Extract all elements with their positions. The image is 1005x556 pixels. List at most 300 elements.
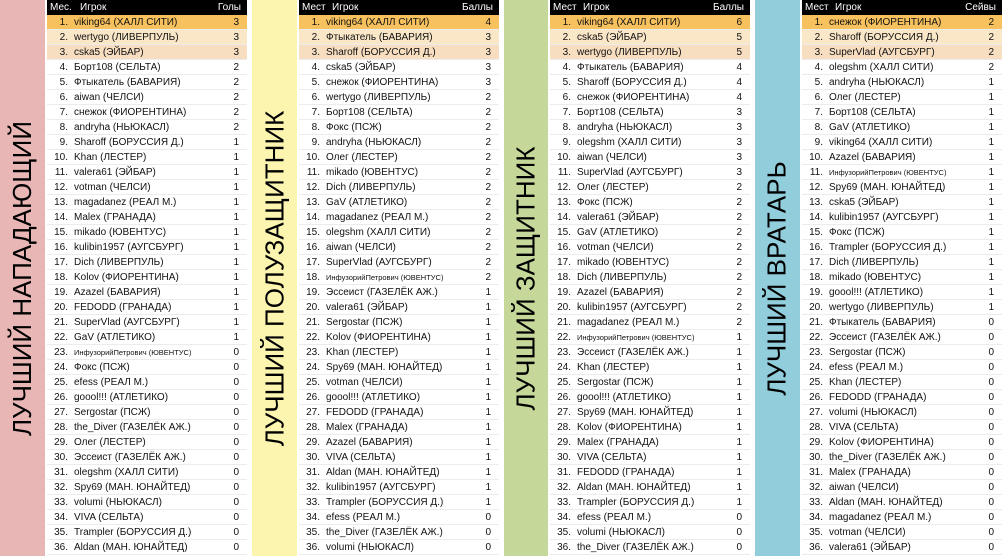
- table-row: [299, 435, 499, 450]
- row-place: 5.: [59, 77, 68, 88]
- row-place: 27.: [54, 407, 68, 418]
- row-player: ИнфузорийПетрович (ЮВЕНТУС): [829, 168, 947, 177]
- row-value: 0: [736, 527, 742, 538]
- table-row: [802, 450, 1002, 465]
- row-player: Олег (ЛЕСТЕР): [74, 437, 146, 448]
- row-player: efess (РЕАЛ М.): [577, 512, 652, 523]
- row-place: 29.: [54, 437, 68, 448]
- table-row: [47, 360, 247, 375]
- row-place: 11.: [809, 167, 823, 178]
- table-row: [299, 360, 499, 375]
- row-place: 31.: [54, 467, 68, 478]
- section-band-3: [504, 0, 548, 556]
- row-value: 0: [233, 482, 239, 493]
- row-value: 1: [736, 497, 742, 508]
- row-value: 1: [485, 422, 491, 433]
- row-value: 1: [233, 182, 239, 193]
- row-player: olegshm (ХАЛЛ СИТИ): [829, 62, 934, 73]
- row-player: ИнфузорийПетрович (ЮВЕНТУС): [326, 273, 444, 282]
- row-value: 0: [233, 347, 239, 358]
- row-player: Khan (ЛЕСТЕР): [829, 377, 902, 388]
- table-row: [802, 30, 1002, 45]
- row-place: 11.: [557, 167, 571, 178]
- row-place: 19.: [557, 287, 571, 298]
- table-row: [550, 30, 750, 45]
- row-value: 1: [485, 377, 491, 388]
- row-value: 0: [233, 422, 239, 433]
- row-player: Фтыкатель (БАВАРИЯ): [326, 32, 433, 43]
- row-place: 35.: [557, 527, 571, 538]
- row-value: 1: [736, 437, 742, 448]
- row-value: 0: [233, 527, 239, 538]
- row-player: Spy69 (МАН. ЮНАЙТЕД): [577, 407, 694, 418]
- row-place: 11.: [306, 167, 320, 178]
- row-player: valera61 (ЭЙБАР): [829, 542, 911, 553]
- header-player: Игрок: [583, 2, 610, 13]
- row-value: 1: [485, 452, 491, 463]
- table-row: [47, 300, 247, 315]
- row-value: 1: [736, 407, 742, 418]
- row-value: 1: [233, 317, 239, 328]
- row-player: viking64 (ХАЛЛ СИТИ): [577, 17, 681, 28]
- ranking-table: [802, 0, 1002, 556]
- table-row: [802, 405, 1002, 420]
- table-row: [802, 45, 1002, 60]
- header-value: Голы: [217, 2, 241, 13]
- table-header: [802, 0, 1002, 15]
- row-player: Spy69 (МАН. ЮНАЙТЕД): [829, 182, 946, 193]
- row-value: 2: [736, 227, 742, 238]
- row-place: 36.: [54, 542, 68, 553]
- table-row: [550, 345, 750, 360]
- row-place: 16.: [306, 242, 320, 253]
- row-value: 1: [736, 362, 742, 373]
- table-row: [802, 495, 1002, 510]
- row-place: 17.: [54, 257, 68, 268]
- row-player: wertygo (ЛИВЕРПУЛЬ): [577, 47, 682, 58]
- row-value: 2: [485, 242, 491, 253]
- row-value: 0: [233, 392, 239, 403]
- table-row: [47, 510, 247, 525]
- row-player: FEDODD (ГРАНАДА): [326, 407, 424, 418]
- row-place: 20.: [54, 302, 68, 313]
- section-band-2: [252, 0, 297, 556]
- row-place: 15.: [306, 227, 320, 238]
- row-place: 8.: [562, 122, 571, 133]
- row-value: 1: [233, 287, 239, 298]
- table-row: [299, 450, 499, 465]
- row-player: kulibin1957 (АУГСБУРГ): [326, 482, 436, 493]
- row-value: 2: [988, 17, 994, 28]
- table-row: [47, 255, 247, 270]
- row-place: 27.: [809, 407, 823, 418]
- table-row: [47, 90, 247, 105]
- row-value: 0: [233, 362, 239, 373]
- row-place: 33.: [306, 497, 320, 508]
- row-player: Kolov (ФИОРЕНТИНА): [829, 437, 934, 448]
- row-value: 2: [233, 62, 239, 73]
- row-player: magadanez (РЕАЛ М.): [829, 512, 932, 523]
- row-place: 28.: [306, 422, 320, 433]
- row-place: 2.: [59, 32, 68, 43]
- row-value: 1: [233, 212, 239, 223]
- row-place: 1.: [59, 17, 68, 28]
- row-value: 1: [485, 317, 491, 328]
- row-value: 1: [736, 332, 742, 343]
- row-value: 0: [988, 452, 994, 463]
- row-value: 1: [485, 347, 491, 358]
- row-place: 34.: [54, 512, 68, 523]
- table-row: [299, 375, 499, 390]
- row-place: 35.: [809, 527, 823, 538]
- row-place: 12.: [54, 182, 68, 193]
- row-player: andryha (НЬЮКАСЛ): [577, 122, 673, 133]
- row-place: 5.: [562, 77, 571, 88]
- row-place: 3.: [59, 47, 68, 58]
- table-header: [550, 0, 750, 15]
- row-player: aiwan (ЧЕЛСИ): [577, 152, 647, 163]
- row-value: 1: [988, 212, 994, 223]
- row-player: andryha (НЬЮКАСЛ): [829, 77, 925, 88]
- row-place: 30.: [306, 452, 320, 463]
- row-place: 29.: [306, 437, 320, 448]
- header-player: Игрок: [835, 2, 862, 13]
- table-row: [299, 330, 499, 345]
- row-place: 4.: [311, 62, 320, 73]
- row-place: 23.: [306, 347, 320, 358]
- table-row: [299, 420, 499, 435]
- row-place: 14.: [54, 212, 68, 223]
- row-value: 1: [233, 137, 239, 148]
- table-row: [550, 330, 750, 345]
- row-value: 1: [736, 482, 742, 493]
- table-row: [299, 165, 499, 180]
- row-place: 15.: [557, 227, 571, 238]
- table-row: [550, 510, 750, 525]
- row-place: 22.: [557, 332, 571, 343]
- table-row: [299, 300, 499, 315]
- table-row: [550, 495, 750, 510]
- row-player: Sergostar (ПСЖ): [829, 347, 906, 358]
- row-place: 31.: [306, 467, 320, 478]
- row-place: 10.: [809, 152, 823, 163]
- row-place: 20.: [306, 302, 320, 313]
- table-row: [550, 255, 750, 270]
- table-row: [47, 405, 247, 420]
- row-place: 29.: [809, 437, 823, 448]
- table-row: [802, 285, 1002, 300]
- row-player: снежок (ФИОРЕНТИНА): [577, 92, 690, 103]
- row-value: 1: [988, 287, 994, 298]
- row-player: Фтыкатель (БАВАРИЯ): [577, 62, 684, 73]
- row-player: Kolov (ФИОРЕНТИНА): [577, 422, 682, 433]
- row-value: 0: [988, 497, 994, 508]
- table-row: [47, 375, 247, 390]
- table-row: [299, 120, 499, 135]
- row-player: volumi (НЬЮКАСЛ): [74, 497, 162, 508]
- header-place: Мест: [302, 2, 326, 13]
- table-row: [47, 315, 247, 330]
- row-value: 3: [736, 122, 742, 133]
- row-place: 2.: [311, 32, 320, 43]
- row-place: 36.: [557, 542, 571, 553]
- row-value: 0: [988, 512, 994, 523]
- row-place: 19.: [809, 287, 823, 298]
- row-player: Azazel (БАВАРИЯ): [829, 152, 916, 163]
- row-player: SuperVlad (АУГСБУРГ): [577, 167, 683, 178]
- row-player: снежок (ФИОРЕНТИНА): [74, 107, 187, 118]
- table-row: [47, 105, 247, 120]
- row-player: Эссеист (ГАЗЕЛЁК АЖ.): [74, 452, 186, 463]
- row-value: 1: [485, 392, 491, 403]
- table-row: [299, 45, 499, 60]
- row-value: 2: [736, 197, 742, 208]
- table-row: [47, 450, 247, 465]
- row-value: 1: [988, 302, 994, 313]
- row-player: Фтыкатель (БАВАРИЯ): [74, 77, 181, 88]
- table-row: [47, 165, 247, 180]
- row-player: olegshm (ХАЛЛ СИТИ): [74, 467, 179, 478]
- row-value: 3: [485, 47, 491, 58]
- row-value: 1: [233, 257, 239, 268]
- table-row: [550, 405, 750, 420]
- table-row: [47, 480, 247, 495]
- row-place: 7.: [562, 107, 571, 118]
- row-place: 20.: [809, 302, 823, 313]
- row-place: 25.: [54, 377, 68, 388]
- row-place: 22.: [306, 332, 320, 343]
- row-player: efess (РЕАЛ М.): [829, 362, 904, 373]
- table-row: [802, 195, 1002, 210]
- row-player: Эссеист (ГАЗЕЛЁК АЖ.): [577, 347, 689, 358]
- row-value: 1: [988, 167, 994, 178]
- row-value: 3: [485, 62, 491, 73]
- row-place: 9.: [59, 137, 68, 148]
- row-place: 14.: [809, 212, 823, 223]
- row-player: Aldan (МАН. ЮНАЙТЕД): [577, 482, 691, 493]
- row-value: 1: [988, 182, 994, 193]
- row-player: SuperVlad (АУГСБУРГ): [74, 317, 180, 328]
- header-value: Сейвы: [965, 2, 996, 13]
- row-place: 30.: [54, 452, 68, 463]
- row-player: SuperVlad (АУГСБУРГ): [829, 47, 935, 58]
- row-place: 24.: [306, 362, 320, 373]
- table-row: [299, 510, 499, 525]
- table-row: [47, 390, 247, 405]
- row-place: 14.: [306, 212, 320, 223]
- table-row: [550, 165, 750, 180]
- row-value: 2: [485, 212, 491, 223]
- table-row: [47, 330, 247, 345]
- row-place: 15.: [809, 227, 823, 238]
- row-value: 1: [233, 242, 239, 253]
- row-value: 3: [736, 152, 742, 163]
- row-place: 35.: [306, 527, 320, 538]
- table-row: [550, 45, 750, 60]
- header-player: Игрок: [332, 2, 359, 13]
- header-player: Игрок: [80, 2, 107, 13]
- table-row: [550, 75, 750, 90]
- section-title: ЛУЧШИЙ ЗАЩИТНИК: [510, 146, 541, 410]
- row-place: 17.: [809, 257, 823, 268]
- row-player: efess (РЕАЛ М.): [326, 512, 401, 523]
- table-row: [802, 180, 1002, 195]
- row-value: 2: [233, 122, 239, 133]
- row-player: the_Diver (ГАЗЕЛЁК АЖ.): [326, 527, 443, 538]
- row-player: Dich (ЛИВЕРПУЛЬ): [577, 272, 667, 283]
- row-value: 1: [233, 332, 239, 343]
- table-row: [299, 135, 499, 150]
- row-value: 3: [736, 167, 742, 178]
- row-value: 1: [485, 497, 491, 508]
- row-player: valera61 (ЭЙБАР): [326, 302, 408, 313]
- table-row: [802, 525, 1002, 540]
- row-player: votman (ЧЕЛСИ): [326, 377, 403, 388]
- row-player: aiwan (ЧЕЛСИ): [74, 92, 144, 103]
- row-place: 9.: [562, 137, 571, 148]
- row-value: 2: [736, 287, 742, 298]
- row-player: aiwan (ЧЕЛСИ): [829, 482, 899, 493]
- row-value: 1: [485, 302, 491, 313]
- row-value: 0: [233, 512, 239, 523]
- table-row: [802, 105, 1002, 120]
- row-value: 2: [736, 272, 742, 283]
- table-row: [47, 180, 247, 195]
- row-value: 2: [485, 257, 491, 268]
- row-place: 21.: [54, 317, 68, 328]
- row-value: 1: [736, 392, 742, 403]
- row-player: Azazel (БАВАРИЯ): [74, 287, 161, 298]
- row-value: 0: [485, 512, 491, 523]
- row-place: 15.: [54, 227, 68, 238]
- row-value: 1: [736, 467, 742, 478]
- table-row: [802, 300, 1002, 315]
- row-player: GaV (АТЛЕТИКО): [326, 197, 408, 208]
- row-player: снежок (ФИОРЕНТИНА): [829, 17, 942, 28]
- row-place: 26.: [809, 392, 823, 403]
- section-title: ЛУЧШИЙ ВРАТАРЬ: [762, 160, 793, 396]
- row-player: Kolov (ФИОРЕНТИНА): [326, 332, 431, 343]
- table-row: [299, 75, 499, 90]
- row-place: 5.: [814, 77, 823, 88]
- row-value: 1: [485, 407, 491, 418]
- row-value: 1: [233, 167, 239, 178]
- row-player: FEDODD (ГРАНАДА): [74, 302, 172, 313]
- table-row: [47, 465, 247, 480]
- table-row: [802, 120, 1002, 135]
- row-player: Олег (ЛЕСТЕР): [577, 182, 649, 193]
- row-place: 31.: [809, 467, 823, 478]
- row-place: 30.: [809, 452, 823, 463]
- row-place: 1.: [814, 17, 823, 28]
- table-row: [550, 120, 750, 135]
- section-band-1: [0, 0, 45, 556]
- row-value: 0: [988, 467, 994, 478]
- row-place: 10.: [54, 152, 68, 163]
- row-player: Борт108 (СЕЛЬТА): [829, 107, 916, 118]
- row-value: 1: [485, 437, 491, 448]
- row-place: 13.: [306, 197, 320, 208]
- table-row: [802, 510, 1002, 525]
- row-player: Sharoff (БОРУССИЯ Д.): [829, 32, 939, 43]
- row-player: magadanez (РЕАЛ М.): [74, 197, 177, 208]
- table-row: [550, 105, 750, 120]
- row-place: 34.: [809, 512, 823, 523]
- row-place: 33.: [809, 497, 823, 508]
- row-player: Фокс (ПСЖ): [326, 122, 382, 133]
- row-player: Azazel (БАВАРИЯ): [326, 437, 413, 448]
- table-row: [550, 435, 750, 450]
- row-player: aiwan (ЧЕЛСИ): [326, 242, 396, 253]
- row-place: 23.: [809, 347, 823, 358]
- table-row: [550, 480, 750, 495]
- row-player: volumi (НЬЮКАСЛ): [326, 542, 414, 553]
- row-player: ИнфузорийПетрович (ЮВЕНТУС): [577, 333, 695, 342]
- row-place: 18.: [557, 272, 571, 283]
- row-value: 2: [988, 62, 994, 73]
- row-value: 1: [233, 272, 239, 283]
- row-value: 0: [988, 527, 994, 538]
- row-place: 27.: [557, 407, 571, 418]
- row-place: 30.: [557, 452, 571, 463]
- header-place: Мест: [553, 2, 577, 13]
- table-row: [550, 195, 750, 210]
- row-player: the_Diver (ГАЗЕЛЁК АЖ.): [74, 422, 191, 433]
- table-row: [47, 225, 247, 240]
- row-place: 35.: [54, 527, 68, 538]
- row-place: 29.: [557, 437, 571, 448]
- row-value: 0: [988, 347, 994, 358]
- row-player: kulibin1957 (АУГСБУРГ): [829, 212, 939, 223]
- row-value: 2: [736, 242, 742, 253]
- row-place: 12.: [306, 182, 320, 193]
- row-value: 1: [233, 197, 239, 208]
- row-player: Dich (ЛИВЕРПУЛЬ): [74, 257, 164, 268]
- row-value: 5: [736, 32, 742, 43]
- row-value: 0: [988, 392, 994, 403]
- row-player: Эссеист (ГАЗЕЛЁК АЖ.): [326, 287, 438, 298]
- row-place: 12.: [809, 182, 823, 193]
- row-player: goool!!! (АТЛЕТИКО): [74, 392, 169, 403]
- row-value: 1: [988, 257, 994, 268]
- table-row: [802, 480, 1002, 495]
- row-player: Dich (ЛИВЕРПУЛЬ): [326, 182, 416, 193]
- row-value: 1: [988, 242, 994, 253]
- row-player: GaV (АТЛЕТИКО): [829, 122, 911, 133]
- table-row: [47, 285, 247, 300]
- row-player: olegshm (ХАЛЛ СИТИ): [577, 137, 682, 148]
- row-place: 8.: [311, 122, 320, 133]
- row-place: 34.: [557, 512, 571, 523]
- row-player: mikado (ЮВЕНТУС): [74, 227, 167, 238]
- row-player: wertygo (ЛИВЕРПУЛЬ): [829, 302, 934, 313]
- row-value: 2: [233, 107, 239, 118]
- row-place: 12.: [557, 182, 571, 193]
- row-place: 22.: [54, 332, 68, 343]
- table-row: [802, 225, 1002, 240]
- table-row: [299, 540, 499, 555]
- row-value: 5: [736, 47, 742, 58]
- row-place: 25.: [809, 377, 823, 388]
- row-value: 4: [736, 62, 742, 73]
- table-row: [299, 225, 499, 240]
- row-place: 10.: [557, 152, 571, 163]
- row-place: 13.: [809, 197, 823, 208]
- row-player: goool!!! (АТЛЕТИКО): [829, 287, 924, 298]
- table-row: [802, 240, 1002, 255]
- table-row: [802, 255, 1002, 270]
- row-place: 20.: [557, 302, 571, 313]
